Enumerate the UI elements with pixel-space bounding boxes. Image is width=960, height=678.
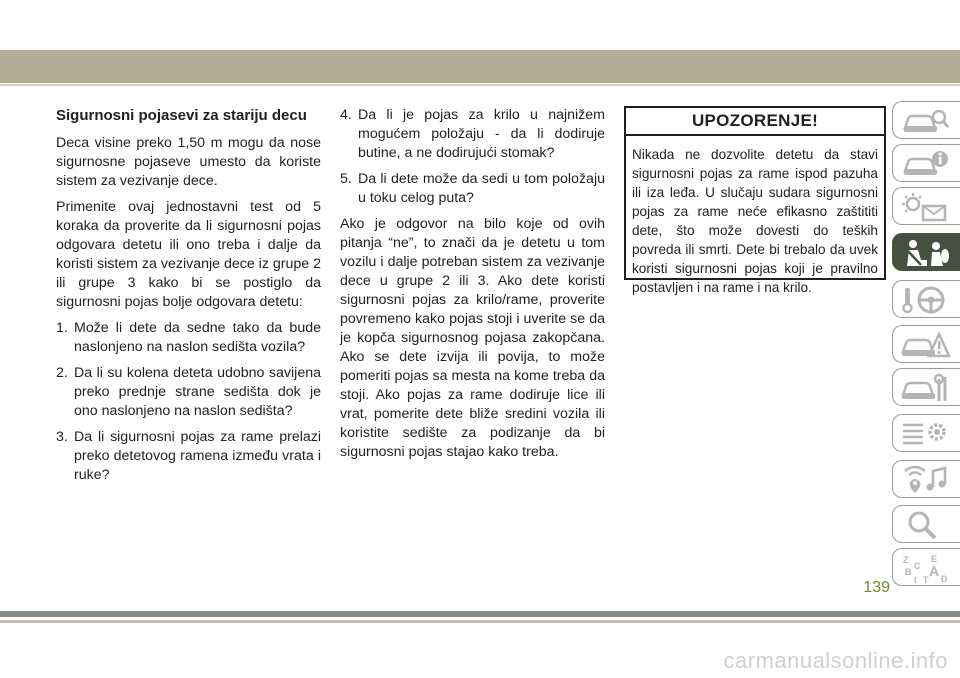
tab-emergency[interactable] bbox=[892, 325, 960, 363]
list-item bbox=[340, 106, 605, 163]
tab-car-info[interactable] bbox=[892, 144, 960, 182]
search-icon bbox=[901, 510, 951, 540]
intro-paragraph: Deca visine preko 1,50 m mogu da nose sigurnosne pojaseve umesto da koriste sistem za vezivanje dece. bbox=[56, 135, 321, 189]
car-magnifier-icon bbox=[901, 106, 951, 136]
index-letter: Z bbox=[903, 555, 909, 565]
tab-maintenance[interactable] bbox=[892, 368, 960, 406]
header-rule bbox=[0, 84, 960, 86]
seatbelt-airbag-icon bbox=[901, 238, 951, 268]
index-letter: A bbox=[929, 563, 940, 579]
tab-index-search[interactable] bbox=[892, 505, 960, 543]
header-band bbox=[0, 50, 960, 83]
tab-technical-specs[interactable] bbox=[892, 414, 960, 452]
test-paragraph: Primenite ovaj jednostavni test od 5 koraka da proverite da li sigurnosni pojas odgovara detetu ili ono treba i dalje da koristi sistem za vezivanje dece iz grupe 2 ili grupe 3 kako bi se postiglo da sigurnosni pojas bolje odgovara detetu: bbox=[56, 199, 321, 310]
step-number: 2. bbox=[56, 365, 68, 381]
steps-list-b bbox=[340, 106, 605, 208]
step-number: 1. bbox=[56, 320, 68, 336]
car-wrench-icon bbox=[901, 373, 951, 403]
tab-alphabet-index[interactable] bbox=[892, 548, 960, 586]
tab-starting-driving[interactable] bbox=[892, 280, 960, 318]
list-item bbox=[56, 319, 321, 357]
column-middle bbox=[340, 106, 605, 469]
index-letter: B bbox=[905, 567, 912, 577]
tab-safety[interactable] bbox=[892, 233, 960, 271]
column-left bbox=[56, 106, 321, 492]
tab-car-search[interactable] bbox=[892, 101, 960, 139]
steps-list-a bbox=[56, 319, 321, 485]
step-number: 5. bbox=[340, 171, 352, 187]
index-letter: D bbox=[941, 574, 948, 583]
step-text: Da li dete može da sedi u tom položaju u toku celog puta? bbox=[358, 171, 605, 206]
car-info-icon bbox=[901, 149, 951, 179]
index-letter: E bbox=[931, 554, 938, 564]
index-letter: T bbox=[923, 575, 929, 583]
index-letter: I bbox=[914, 575, 917, 583]
multimedia-icon bbox=[901, 465, 951, 495]
step-number: 4. bbox=[340, 107, 352, 123]
list-item bbox=[56, 428, 321, 485]
footer-rule bbox=[0, 620, 960, 623]
step-text: Da li je pojas za krilo u najnižem mogućem položaju - da li dodiruje butine, a ne dodirujući stomak? bbox=[358, 107, 605, 161]
specs-gear-icon bbox=[901, 419, 951, 449]
page-number: 139 bbox=[863, 579, 890, 596]
section-heading: Sigurnosni pojasevi za stariju decu bbox=[56, 107, 307, 124]
list-item bbox=[340, 170, 605, 208]
steering-wheel-key-icon bbox=[901, 285, 951, 315]
warning-text: Nikada ne dozvolite detetu da stavi sigurnosni pojas za rame ispod pazuha ili iza leđa. U slučaju sudara sigurnosni pojas za rame neće efikasno zaštititi dete, što može dovesti do teških povreda ili smrti. Dete bi trebalo da uvek koristi sigurnosni pojas koji je pravilno postavljen i na rame i na krilo. bbox=[632, 147, 878, 295]
alphabet-index-icon bbox=[901, 553, 951, 583]
tab-multimedia[interactable] bbox=[892, 460, 960, 498]
step-text: Da li sigurnosni pojas za rame prelazi preko detetovog ramena između vrata i ruke? bbox=[74, 429, 321, 483]
answer-paragraph: Ako je odgovor na bilo koje od ovih pitanja “ne”, to znači da je detetu u tom vozilu i dalje potreban sistem za vezivanje dece u grupe 2 ili 3. Ako dete koristi sigurnosni pojas za krilo/rame, proverite povremeno kako pojas stoji i uverite se da je kopča sigurnosnog pojasa zakopčana. Ako se dete izvija ili povija, to može pomeriti pojas sa mesta na kome treba da stoji. Ako pojas za rame dodiruje lice ili vrat, pomerite dete bliže sredini vozila ili koristite sedište za podizanje da bi sigurnosni pojas stajao kako treba. bbox=[340, 216, 605, 460]
watermark-text: carmanualsonline.info bbox=[723, 648, 948, 673]
light-message-icon bbox=[901, 192, 951, 222]
footer-band bbox=[0, 611, 960, 617]
step-number: 3. bbox=[56, 429, 68, 445]
index-letter: C bbox=[914, 561, 921, 571]
step-text: Može li dete da sedne tako da bude naslonjeno na naslon sedišta vozila? bbox=[74, 320, 321, 355]
step-text: Da li su kolena deteta udobno savijena preko prednje strane sedišta dok je ono naslonjeno na naslon sedišta? bbox=[74, 365, 321, 419]
car-warning-icon bbox=[901, 330, 951, 360]
list-item bbox=[56, 364, 321, 421]
warning-title: UPOZORENJE! bbox=[626, 108, 884, 136]
tab-lights-messages[interactable] bbox=[892, 187, 960, 225]
warning-box bbox=[624, 106, 886, 295]
